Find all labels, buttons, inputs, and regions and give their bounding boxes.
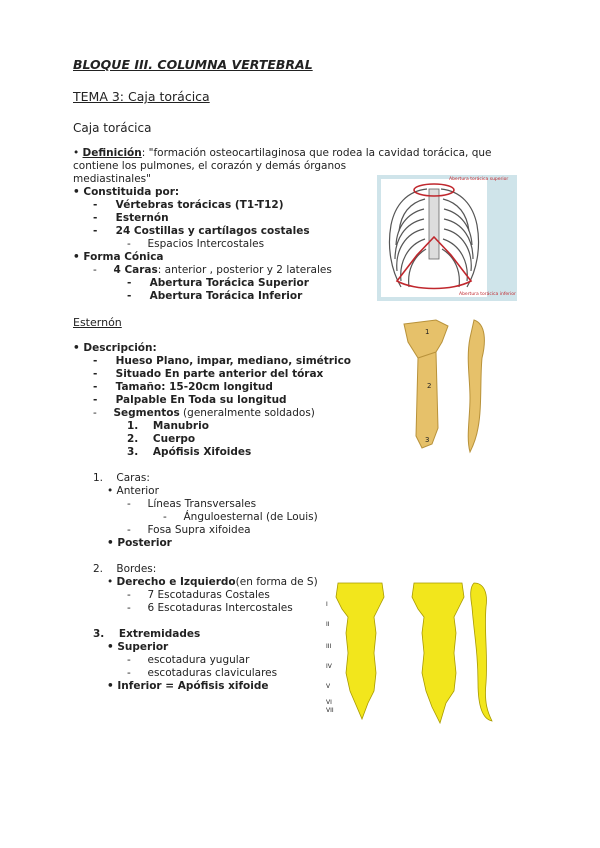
list-subsubitem: - Ánguloesternal (de Louis) bbox=[163, 511, 318, 523]
roman-label: VI bbox=[326, 699, 332, 706]
definicion-line2: contiene los pulmones, el corazón y demás órganos bbox=[73, 160, 347, 172]
list-subitem: - escotaduras claviculares bbox=[127, 667, 278, 679]
bordes-line: • Derecho e Izquierdo(en forma de S) bbox=[107, 576, 318, 588]
definicion-line: • Definición: "formación osteocartilaginosa que rodea la cavidad torácica, que bbox=[73, 147, 492, 159]
sternum-label: 2 bbox=[427, 382, 432, 390]
descripcion-label: • Descripción: bbox=[73, 342, 157, 354]
list-item: - Situado En parte anterior del tórax bbox=[93, 368, 324, 380]
list-item: - Vértebras torácicas (T1-T12) bbox=[93, 199, 284, 211]
list-item: - Hueso Plano, impar, mediano, simétrico bbox=[93, 355, 352, 367]
ribcage-figure bbox=[377, 175, 517, 301]
list-subitem: - Fosa Supra xifoidea bbox=[127, 524, 251, 536]
bordes-heading: 2. Bordes: bbox=[93, 563, 157, 575]
forma-label: • Forma Cónica bbox=[73, 251, 164, 263]
roman-label: III bbox=[326, 643, 332, 650]
roman-label: VII bbox=[326, 707, 334, 714]
numbered-item: 2. Cuerpo bbox=[127, 433, 196, 445]
list-item: - Palpable En Toda su longitud bbox=[93, 394, 287, 406]
definicion-label: Definición bbox=[82, 147, 142, 159]
list-item: - Esternón bbox=[93, 212, 169, 224]
list-subitem: - 7 Escotaduras Costales bbox=[127, 589, 270, 601]
roman-label: V bbox=[326, 683, 331, 690]
roman-label: II bbox=[326, 621, 330, 628]
sternum-views-drawing bbox=[322, 573, 517, 733]
ribcage-drawing bbox=[377, 175, 517, 301]
segmentos-line: - Segmentos (generalmente soldados) bbox=[93, 407, 315, 419]
list-subitem: - Abertura Torácica Inferior bbox=[127, 290, 303, 302]
superior-label: • Superior bbox=[107, 641, 169, 653]
anterior-label: • Anterior bbox=[107, 485, 159, 497]
roman-label: I bbox=[326, 601, 328, 608]
constituida-label: • Constituida por: bbox=[73, 186, 180, 198]
sternum-views-figure bbox=[322, 573, 517, 733]
numbered-item: 3. Apófisis Xifoides bbox=[127, 446, 252, 458]
caras-line: - 4 Caras: anterior , posterior y 2 laterales bbox=[93, 264, 332, 276]
sternum-label: 1 bbox=[425, 328, 430, 336]
definicion-line3: mediastinales" bbox=[73, 173, 151, 185]
caras-heading: 1. Caras: bbox=[93, 472, 150, 484]
sternum-drawing bbox=[400, 318, 495, 458]
extremidades-heading: 3. Extremidades bbox=[93, 628, 201, 640]
roman-label: IV bbox=[326, 663, 332, 670]
sternum-label: 3 bbox=[425, 436, 430, 444]
list-subitem: - Abertura Torácica Superior bbox=[127, 277, 309, 289]
list-subitem: - Líneas Transversales bbox=[127, 498, 257, 510]
sternum-figure bbox=[400, 318, 495, 458]
tema-heading: TEMA 3: Caja torácica bbox=[73, 89, 210, 104]
numbered-item: 1. Manubrio bbox=[127, 420, 209, 432]
definicion-text: : "formación osteocartilaginosa que rodea la cavidad torácica, que bbox=[141, 147, 492, 159]
document-title: BLOQUE III. COLUMNA VERTEBRAL bbox=[73, 57, 313, 72]
list-subitem: - Espacios Intercostales bbox=[127, 238, 265, 250]
list-subitem: - escotadura yugular bbox=[127, 654, 250, 666]
section-heading: Caja torácica bbox=[73, 121, 152, 135]
ribcage-caption-top: Abertura torácica superior bbox=[449, 177, 509, 182]
list-item: - Tamaño: 15-20cm longitud bbox=[93, 381, 273, 393]
esternon-heading: Esternón bbox=[73, 316, 122, 329]
posterior-label: • Posterior bbox=[107, 537, 172, 549]
inferior-label: • Inferior = Apófisis xifoide bbox=[107, 680, 269, 692]
list-subitem: - 6 Escotaduras Intercostales bbox=[127, 602, 293, 614]
list-item: - 24 Costillas y cartílagos costales bbox=[93, 225, 310, 237]
ribcage-caption-bottom: Abertura torácica inferior bbox=[459, 292, 516, 297]
